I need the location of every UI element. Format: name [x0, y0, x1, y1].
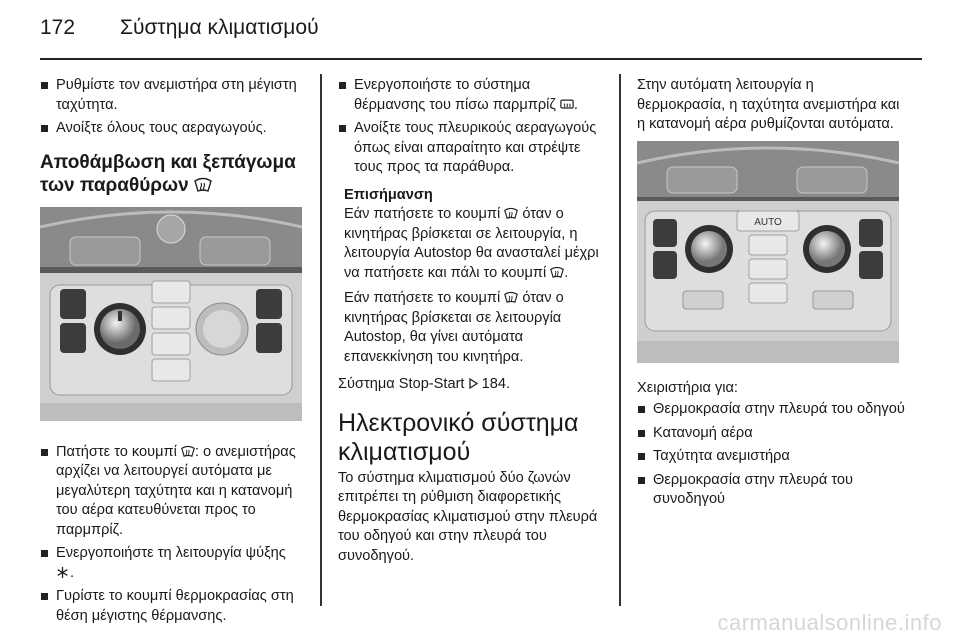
heading-line-1: Ηλεκτρονικό σύστημα	[338, 408, 579, 437]
body-paragraph: Το σύστημα κλιματισμού δύο ζωνών επιτρέπει τη ρύθμιση διαφορετικής θερμοκρασίας κλιματισμού στην πλευρά του οδηγού και στην πλευρά του συνοδηγού.	[338, 469, 598, 564]
list-item: Γυρίστε το κουμπί θερμοκρασίας στη θέση μέγιστης θέρμανσης.	[40, 587, 302, 626]
reference-arrow-icon	[469, 376, 478, 387]
list-item: Ρυθμίστε τον ανεμιστήρα στη μέγιστη ταχύτητα.	[40, 76, 302, 115]
text: Εάν πατήσετε το κουμπί	[344, 290, 505, 306]
list-item: Ανοίξτε τους πλευρικούς αεραγωγούς όπως είναι απαραίτητο και στρέψτε τους προς τα παράθυρα.	[338, 119, 602, 178]
column-divider	[320, 74, 322, 606]
text: Πατήστε το κουμπί	[56, 443, 181, 460]
section-heading	[338, 409, 602, 467]
text: .	[573, 96, 578, 113]
text: Ενεργοποιήστε το σύστημα θέρμανσης του πίσω παρμπρίζ	[354, 77, 560, 113]
note-title: Επισήμανση	[344, 186, 433, 203]
text: Σύστημα Stop-Start	[338, 376, 469, 392]
windscreen-defrost-icon	[181, 445, 195, 458]
list-item	[40, 544, 302, 583]
page-number: 172	[40, 16, 76, 39]
climate-panel-image	[637, 141, 899, 363]
windscreen-defrost-icon	[504, 207, 518, 220]
text: Ενεργοποιήστε τη λειτουργία ψύξης	[56, 545, 286, 561]
list-item: Θερμοκρασία στην πλευρά του οδηγού	[637, 400, 905, 420]
windscreen-defrost-icon	[504, 291, 518, 304]
panel-auto-label: AUTO	[754, 216, 782, 228]
climate-panel-image	[40, 207, 302, 421]
header-rule	[40, 58, 922, 60]
page-header	[40, 16, 319, 40]
rear-window-heat-icon	[560, 98, 574, 111]
controls-title: Χειριστήρια για:	[637, 379, 738, 396]
list-item: Θερμοκρασία στην πλευρά του συνοδηγού	[637, 471, 905, 510]
list-item: Ανοίξτε όλους τους αεραγωγούς.	[40, 119, 302, 139]
list-item: Ταχύτητα ανεμιστήρα	[637, 447, 905, 467]
list-item: Κατανομή αέρα	[637, 424, 905, 444]
heading-line-1: Αποθάμβωση και ξεπάγωμα	[40, 151, 296, 173]
note-paragraph	[344, 289, 602, 367]
section-heading	[40, 151, 302, 197]
snowflake-icon	[56, 566, 70, 579]
column-3	[637, 76, 905, 514]
note-paragraph	[344, 205, 602, 283]
page-title: Σύστημα κλιματισμού	[120, 16, 319, 39]
text: .	[564, 264, 569, 281]
column-1	[40, 76, 302, 630]
intro-paragraph: Στην αυτόματη λειτουργία η θερμοκρασία, η ταχύτητα ανεμιστήρα και η κατανομή αέρα ρυθμίζονται αυτόματα.	[637, 77, 900, 132]
text: Εάν πατήσετε το κουμπί	[344, 206, 505, 222]
heading-line-2: κλιματισμού	[338, 437, 471, 466]
text: 184.	[477, 376, 511, 392]
windscreen-defrost-icon	[550, 266, 564, 279]
column-2	[338, 76, 602, 572]
heading-line-2: των παραθύρων	[40, 174, 189, 196]
list-item	[338, 76, 602, 115]
column-divider	[619, 74, 621, 606]
text: όταν ο κινητήρας βρίσκεται σε λειτουργία, η λειτουργία Autostop θα ανασταλεί μέχρι να πατήσετε και πάλι το κουμπί	[344, 206, 599, 281]
list-item	[40, 443, 302, 541]
cross-reference	[338, 375, 602, 395]
text: : ο ανεμιστήρας αρχίζει να λειτουργεί αυτόματα με μεγαλύτερη ταχύτητα και η κατανομή του αέρα κατευθύνεται προς το παρμπρίζ.	[56, 443, 296, 538]
watermark: carmanualsonline.info	[717, 610, 942, 635]
windscreen-defrost-icon	[194, 177, 212, 193]
text: όταν ο κινητήρας βρίσκεται σε λειτουργία Autostop, θα γίνει αυτόματα επανεκκίνηση του κινητήρα.	[344, 290, 564, 365]
text: .	[70, 564, 75, 581]
